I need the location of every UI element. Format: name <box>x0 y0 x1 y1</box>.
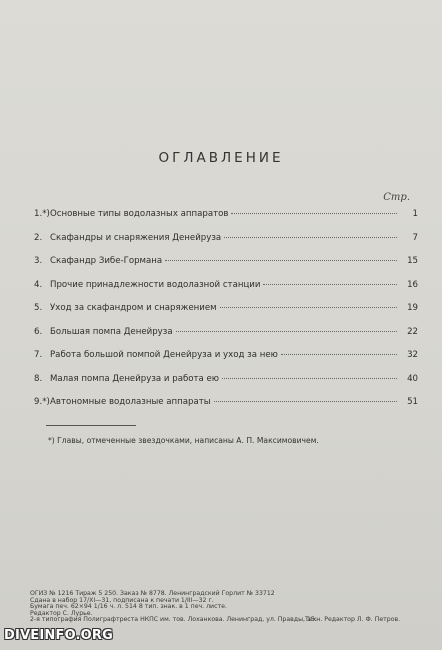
toc-number: 5. <box>34 303 43 313</box>
toc-row <box>34 209 418 223</box>
toc-label: Основные типы водолазных аппаратов <box>50 209 229 219</box>
toc-page: 32 <box>407 350 418 360</box>
footnote-divider <box>46 425 136 426</box>
toc-label: Скафандр Зибе-Гормана <box>50 256 163 266</box>
imprint-line: Редактор С. Лурье. <box>30 609 93 617</box>
toc-row <box>34 350 418 364</box>
site-watermark: DIVEINFO.ORG <box>4 628 114 643</box>
tech-editor: Техн. Редактор Л. Ф. Петров. <box>305 616 401 623</box>
toc-page: 1 <box>412 209 418 219</box>
dot-leader <box>220 307 397 308</box>
imprint-line: 2-я типография Полиграфтреста НКПС им. тов. Лоханкова. Ленинград, ул. Правды, 15. <box>30 616 317 624</box>
toc-number: 8. <box>34 373 43 384</box>
dot-leader <box>165 260 397 261</box>
imprint-line: Бумага печ. 62×94 1/16 ч. л. 514 8 тип. знак. в 1 печ. листе. <box>30 603 227 611</box>
toc-label: Малая помпа Денейруза и работа ею <box>50 373 220 384</box>
toc-row <box>34 256 418 270</box>
toc-number: 9.*) <box>34 397 50 407</box>
toc-page: 15 <box>407 256 418 266</box>
toc-label: Автономные водолазные аппараты <box>50 397 211 407</box>
toc-label: Работа большой помпой Денейруза и уход за нею <box>50 350 278 360</box>
toc-page: 51 <box>407 397 418 407</box>
toc-number: 4. <box>34 279 43 290</box>
toc-number: 1.*) <box>34 209 50 219</box>
dot-leader <box>224 237 397 238</box>
toc-number: 6. <box>34 326 43 337</box>
toc-page: 7 <box>412 232 418 243</box>
table-of-contents <box>34 209 418 421</box>
toc-label: Скафандры и снаряжения Денейруза <box>50 232 222 243</box>
dot-leader <box>222 378 397 379</box>
toc-row <box>34 397 418 411</box>
toc-number: 3. <box>34 256 43 266</box>
imprint-line: Сдана в набор 17/XI—31, подписана к печати 1/III—32 г. <box>30 596 214 604</box>
dot-leader <box>281 354 397 355</box>
toc-page: 19 <box>407 303 418 313</box>
toc-number: 7. <box>34 350 43 360</box>
page-title: ОГЛАВЛЕНИЕ <box>158 150 284 166</box>
page-column-label: Стр. <box>383 192 410 203</box>
toc-page: 40 <box>407 373 418 384</box>
toc-row <box>34 303 418 317</box>
toc-label: Прочие принадлежности водолазной станции <box>50 279 261 290</box>
dot-leader <box>214 401 397 402</box>
toc-row <box>34 327 418 341</box>
toc-label: Уход за скафандром и снаряжением <box>50 303 217 313</box>
toc-page: 16 <box>407 279 418 290</box>
toc-row <box>34 233 418 247</box>
dot-leader <box>176 331 397 332</box>
toc-number: 2. <box>34 232 43 243</box>
imprint-line: ОГИЗ № 1216 Тираж 5 250. Заказ № 8778. Ленинградский Горлит № 33712 <box>30 590 275 597</box>
toc-page: 22 <box>407 326 418 337</box>
toc-label: Большая помпа Денейруза <box>50 326 173 337</box>
footnote: *) Главы, отмеченные звездочками, написаны А. П. Максимовичем. <box>48 436 319 445</box>
dot-leader <box>263 284 397 285</box>
dot-leader <box>231 213 397 214</box>
toc-row <box>34 374 418 388</box>
toc-row <box>34 280 418 294</box>
